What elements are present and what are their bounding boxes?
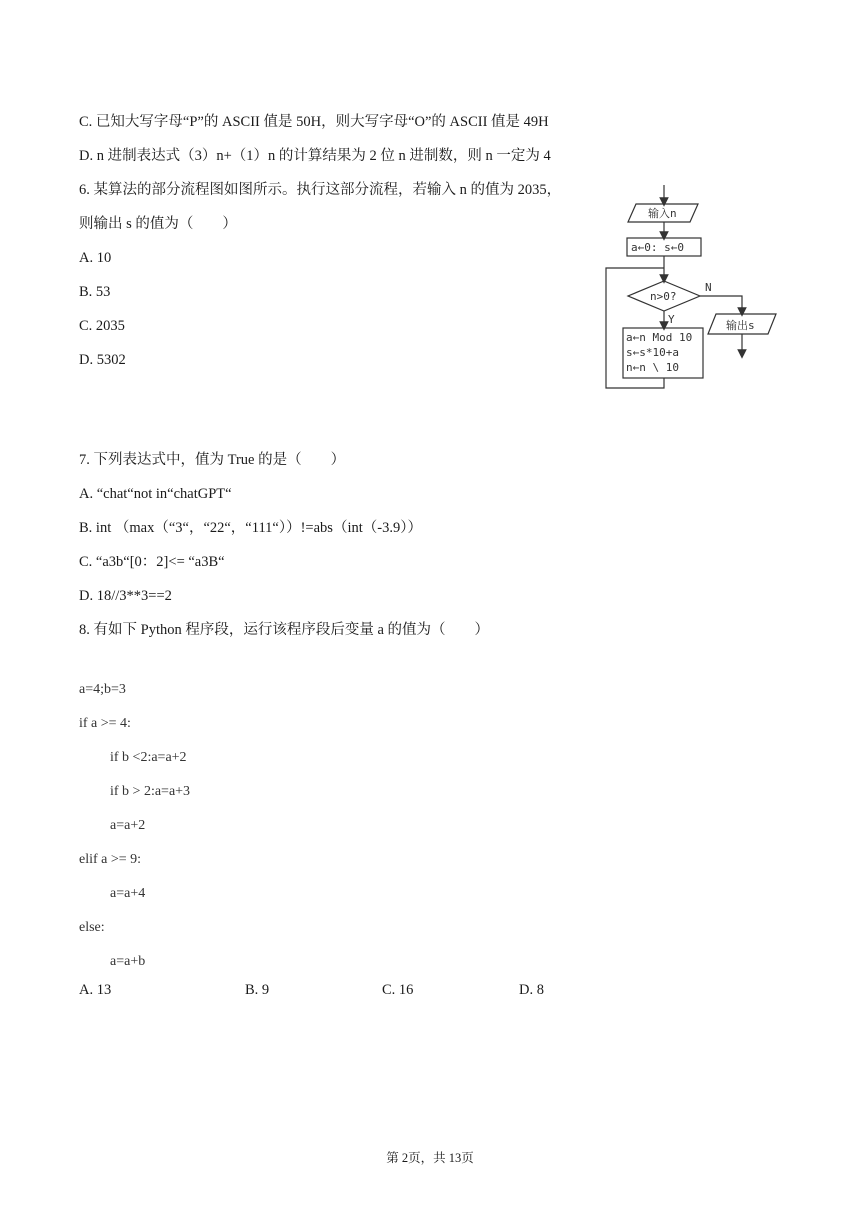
- q7-stem: 7. 下列表达式中，值为 True 的是（ ）: [79, 452, 346, 468]
- q6-option-d: D. 5302: [79, 352, 126, 368]
- code-line: else:: [79, 920, 105, 935]
- code-line: a=a+2: [110, 818, 146, 833]
- flowchart-init-label: a←0: s←0: [631, 241, 684, 254]
- q7-option-b: B. int （max（“3“，“22“，“111“））!=abs（int（-3.9））: [79, 520, 422, 536]
- q7-option-d: D. 18//3**3==2: [79, 588, 172, 604]
- code-line: a=a+4: [110, 886, 146, 901]
- flowchart-no-label: N: [705, 281, 712, 294]
- q6-option-c: C. 2035: [79, 318, 125, 334]
- code-line: if a >= 4:: [79, 716, 131, 731]
- flowchart-output-label: 输出s: [726, 319, 755, 332]
- code-line: if b > 2:a=a+3: [110, 784, 191, 799]
- flowchart-input-label: 输入n: [648, 207, 677, 220]
- q5-option-c: C. 已知大写字母“P”的 ASCII 值是 50H，则大写字母“O”的 ASCII 值是 49H: [79, 114, 549, 130]
- q6-option-a: A. 10: [79, 250, 112, 266]
- q7-option-a: A. “chat“not in“chatGPT“: [79, 486, 232, 502]
- flowchart-body-line3: n←n \ 10: [626, 361, 679, 374]
- flowchart-body-line1: a←n Mod 10: [626, 331, 693, 344]
- q7-option-c: C. “a3b“[0：2]<= “a3B“: [79, 554, 225, 570]
- flowchart-condition-label: n>0?: [650, 290, 677, 303]
- code-line: a=a+b: [110, 954, 146, 969]
- code-line: a=4;b=3: [79, 682, 126, 697]
- q6-option-b: B. 53: [79, 284, 111, 300]
- q6-flowchart: [600, 180, 785, 392]
- q8-option-c: C. 16: [382, 982, 414, 998]
- code-line: elif a >= 9:: [79, 852, 142, 867]
- flowchart-yes-label: Y: [668, 313, 675, 326]
- q8-option-a: A. 13: [79, 982, 112, 998]
- q5-option-d: D. n 进制表达式（3）n+（1）n 的计算结果为 2 位 n 进制数，则 n 一定为 4: [79, 148, 551, 164]
- q6-stem-line1: 6. 某算法的部分流程图如图所示。执行这部分流程，若输入 n 的值为 2035，: [79, 182, 562, 198]
- flowchart-body-line2: s←s*10+a: [626, 346, 679, 359]
- q8-option-d: D. 8: [519, 982, 544, 998]
- q8-option-b: B. 9: [245, 982, 270, 998]
- q8-stem: 8. 有如下 Python 程序段，运行该程序段后变量 a 的值为（ ）: [79, 622, 490, 638]
- page-number-footer: 第 2页，共 13页: [386, 1151, 474, 1165]
- q6-stem-line2: 则输出 s 的值为（ ）: [79, 216, 237, 232]
- code-line: if b <2:a=a+2: [110, 750, 187, 765]
